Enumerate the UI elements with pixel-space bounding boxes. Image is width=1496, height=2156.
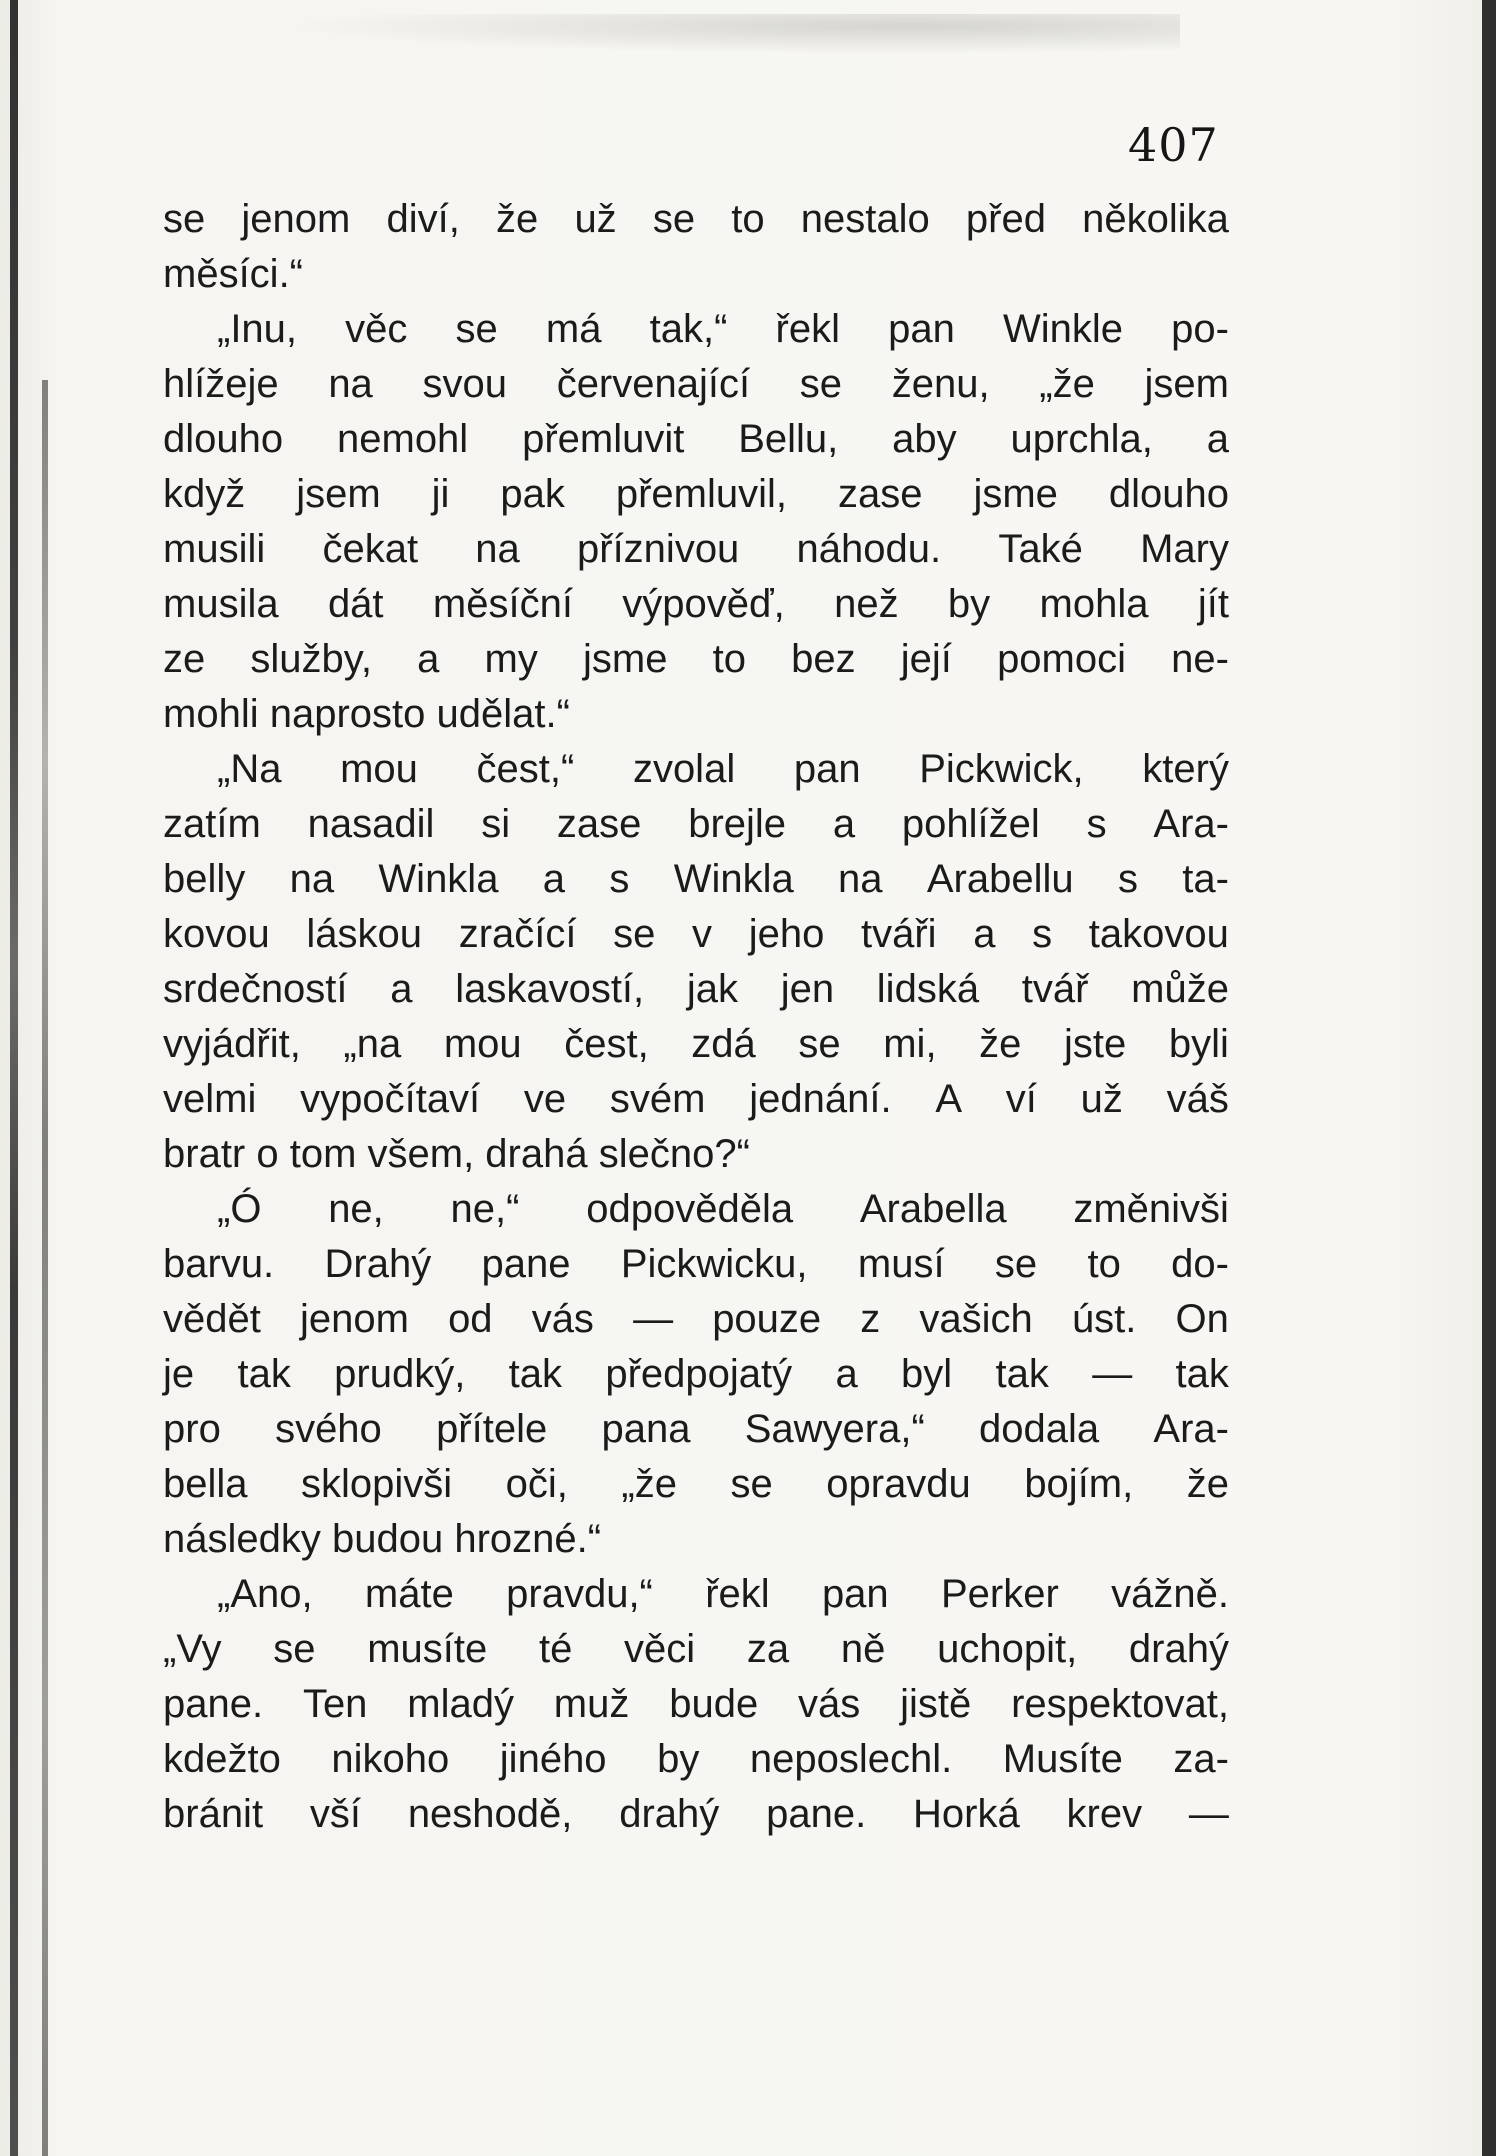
- text-line: srdečností a laskavostí, jak jen lidská tvář může: [163, 967, 1229, 1011]
- text-line: „Ó ne, ne,“ odpověděla Arabella změnivši: [217, 1187, 1229, 1231]
- text-line: zatím nasadil si zase brejle a pohlížel s Ara-: [163, 802, 1229, 846]
- text-line: následky budou hrozné.“: [163, 1517, 602, 1561]
- text-line: „Inu, věc se má tak,“ řekl pan Winkle po-: [217, 307, 1229, 351]
- text-line: barvu. Drahý pane Pickwicku, musí se to do-: [163, 1242, 1229, 1286]
- scan-edge-inner: [42, 380, 48, 2156]
- text-line: je tak prudký, tak předpojatý a byl tak — tak: [163, 1352, 1229, 1396]
- paragraph: [163, 742, 1229, 1182]
- text-line: belly na Winkla a s Winkla na Arabellu s ta-: [163, 857, 1229, 901]
- text-line: kovou láskou zračící se v jeho tváři a s takovou: [163, 912, 1229, 956]
- scan-edge-left: [10, 0, 18, 2156]
- text-line: měsíci.“: [163, 252, 303, 296]
- scan-smudge: [280, 14, 1180, 54]
- text-line: pane. Ten mladý muž bude vás jistě respektovat,: [163, 1682, 1229, 1726]
- text-line: musila dát měsíční výpověď, než by mohla jít: [163, 582, 1229, 626]
- paragraph: [163, 302, 1229, 742]
- paragraph: [163, 1567, 1229, 1842]
- body-text: [163, 192, 1229, 1842]
- text-line: „Na mou čest,“ zvolal pan Pickwick, který: [217, 747, 1229, 791]
- text-line: „Ano, máte pravdu,“ řekl pan Perker vážně.: [217, 1572, 1229, 1616]
- text-line: ze služby, a my jsme to bez její pomoci ne-: [163, 637, 1229, 681]
- text-line: hlížeje na svou červenající se ženu, „že jsem: [163, 362, 1229, 406]
- text-line: „Vy se musíte té věci za ně uchopit, drahý: [163, 1627, 1229, 1671]
- text-line: dlouho nemohl přemluvit Bellu, aby uprchla, a: [163, 417, 1229, 461]
- page-number: 407: [1128, 118, 1219, 172]
- text-line: pro svého přítele pana Sawyera,“ dodala Ara-: [163, 1407, 1229, 1451]
- text-line: vyjádřit, „na mou čest, zdá se mi, že jste byli: [163, 1022, 1229, 1066]
- text-line: vědět jenom od vás — pouze z vašich úst. On: [163, 1297, 1229, 1341]
- paragraph: [163, 192, 1229, 302]
- text-line: musili čekat na příznivou náhodu. Také Mary: [163, 527, 1229, 571]
- paragraph: [163, 1182, 1229, 1567]
- text-line: se jenom diví, že už se to nestalo před několika: [163, 197, 1229, 241]
- text-line: velmi vypočítaví ve svém jednání. A ví už váš: [163, 1077, 1229, 1121]
- scan-edge-right: [1482, 0, 1496, 2156]
- text-line: když jsem ji pak přemluvil, zase jsme dlouho: [163, 472, 1229, 516]
- text-line: bella sklopivši oči, „že se opravdu bojím, že: [163, 1462, 1229, 1506]
- text-line: bratr o tom všem, drahá slečno?“: [163, 1132, 750, 1176]
- text-line: kdežto nikoho jiného by neposlechl. Musíte za-: [163, 1737, 1229, 1781]
- text-line: mohli naprosto udělat.“: [163, 692, 570, 736]
- text-line: bránit vší neshodě, drahý pane. Horká krev —: [163, 1792, 1229, 1836]
